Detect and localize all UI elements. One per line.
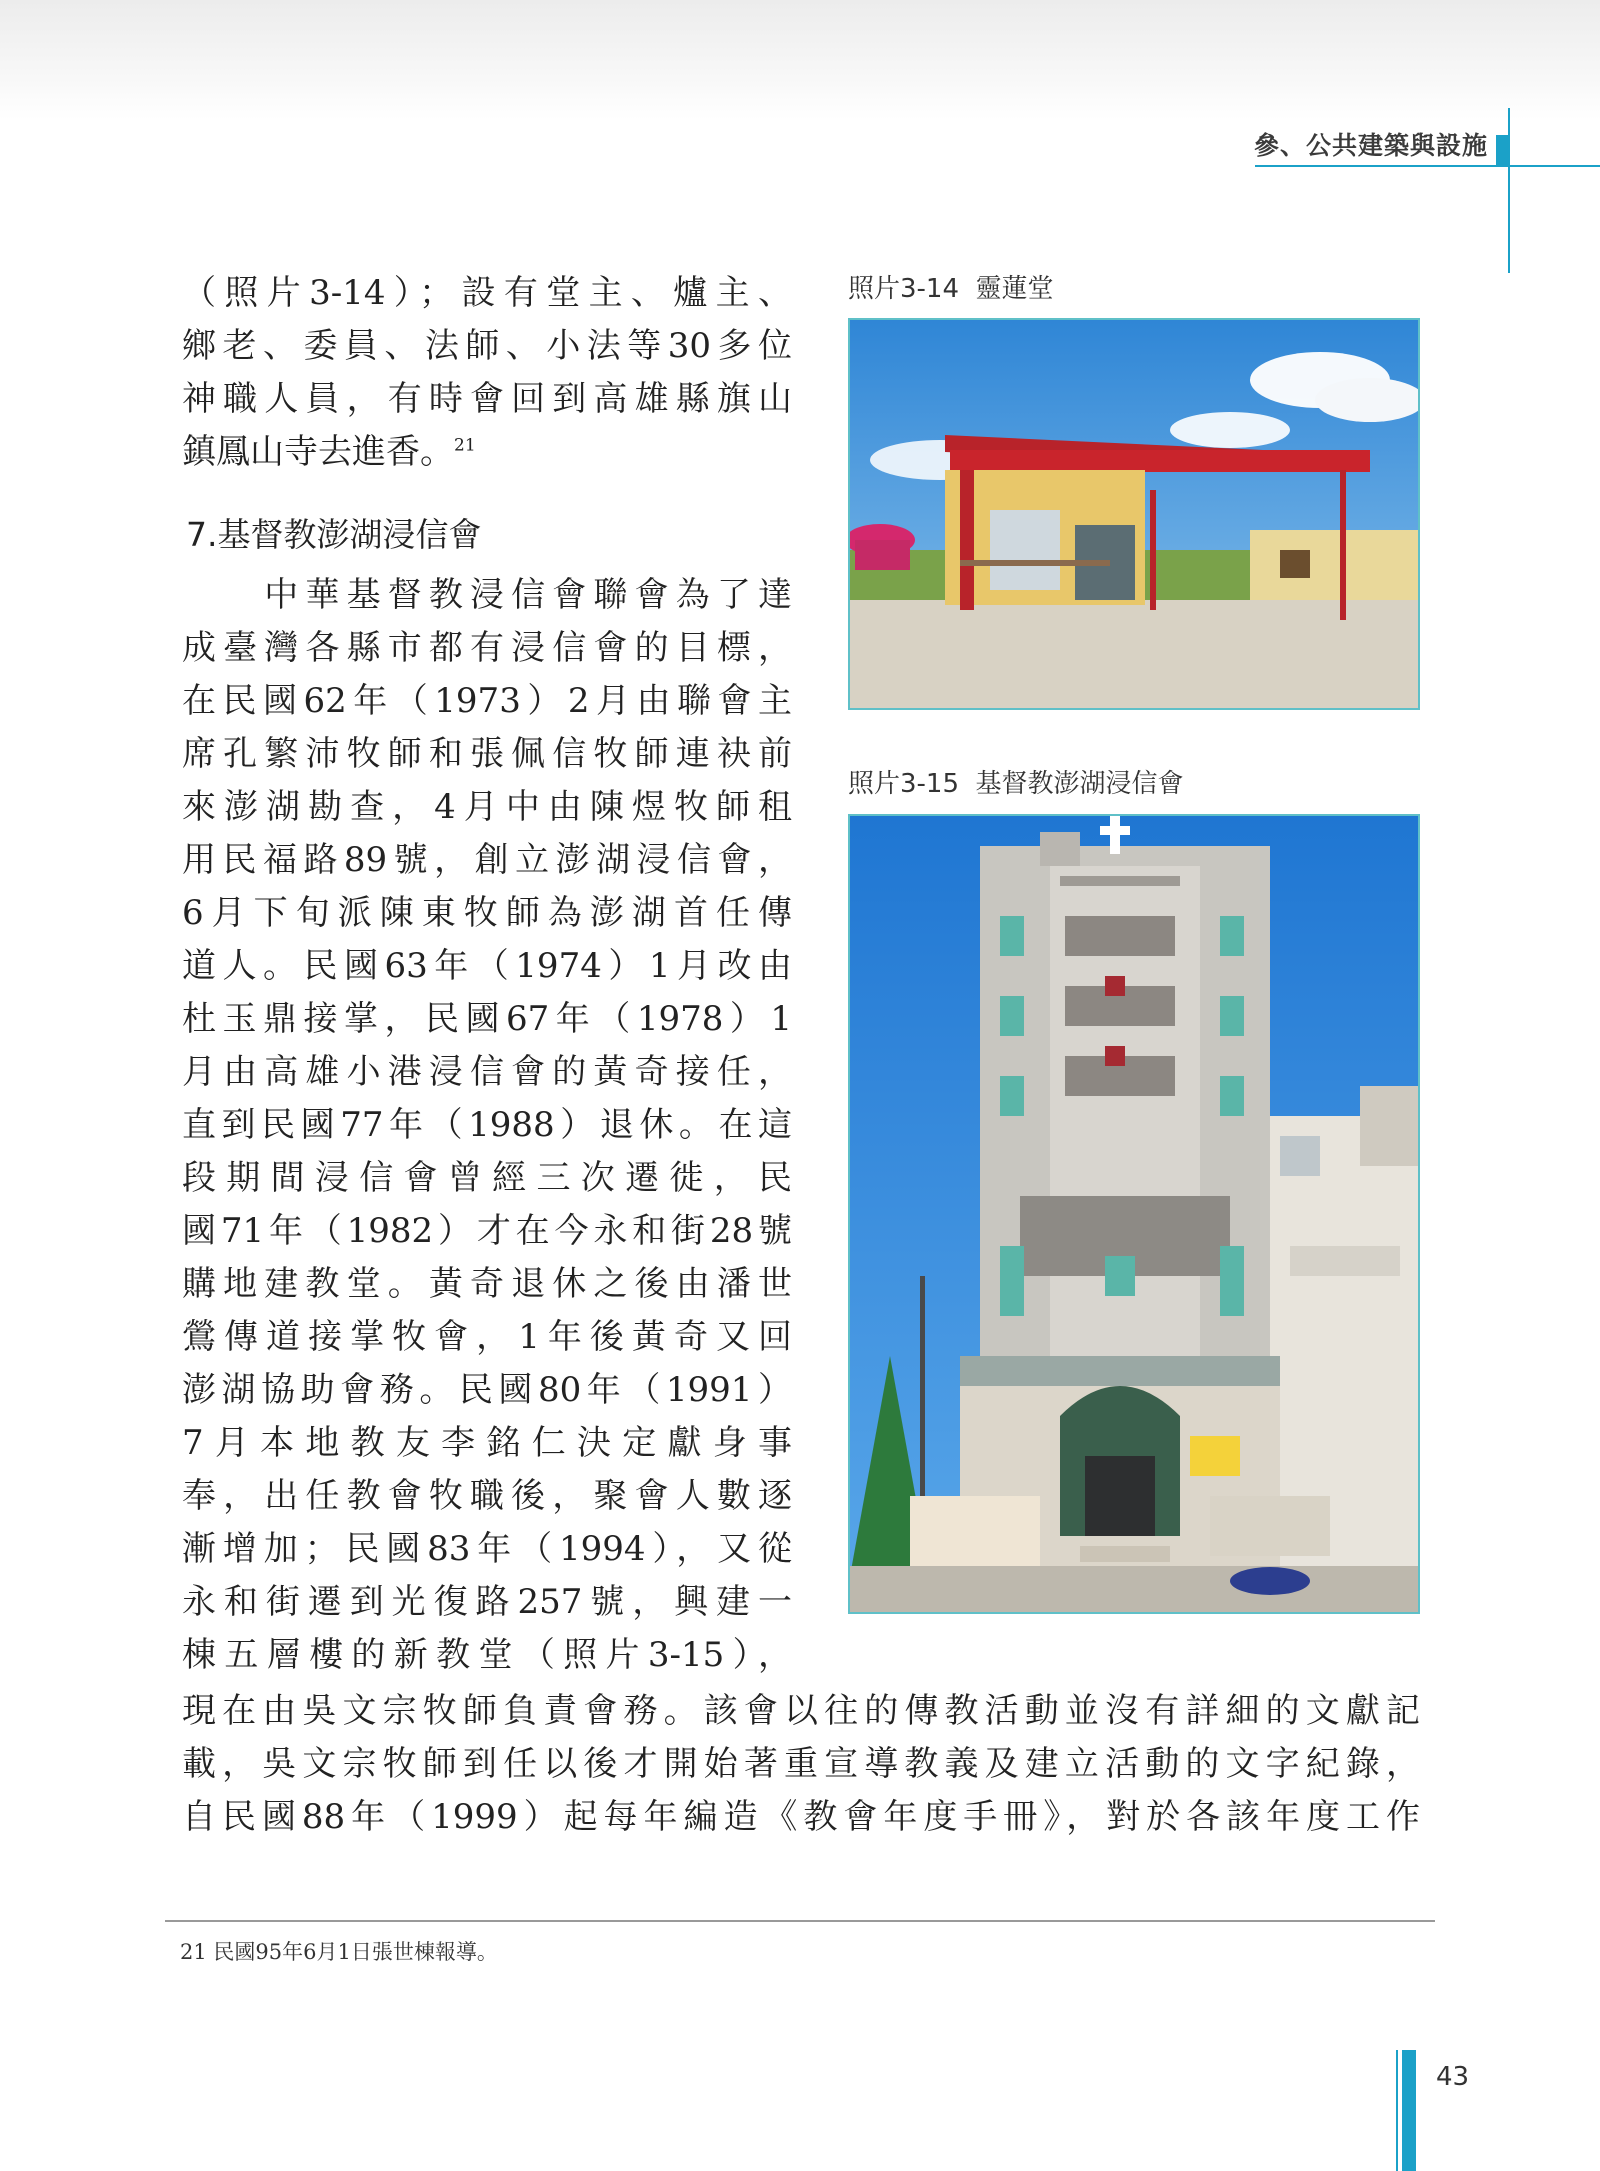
photo-3-14-caption: 照片3-14 靈蓮堂 bbox=[848, 274, 1054, 304]
text-line: 成臺灣各縣市都有浸信會的目標， bbox=[182, 628, 792, 668]
header-background bbox=[0, 0, 1600, 120]
text-line: 6月下旬派陳東牧師為澎湖首任傳 bbox=[182, 893, 792, 933]
text-line: 用民福路89號，創立澎湖浸信會， bbox=[182, 840, 792, 880]
footnote-ref: 21 bbox=[454, 435, 476, 456]
text-line: 中華基督教浸信會聯會為了達 bbox=[182, 575, 792, 615]
text-line: 來澎湖勘查，4月中由陳煜牧師租 bbox=[182, 787, 792, 827]
footnote: 21 民國95年6月1日張世棟報導。 bbox=[180, 1940, 498, 1964]
text-line: 段期間浸信會曾經三次遷徙，民 bbox=[182, 1158, 792, 1198]
section-paragraph bbox=[182, 569, 792, 1682]
chapter-rule bbox=[1255, 165, 1600, 167]
photo-3-15-caption: 照片3-15 基督教澎湖浸信會 bbox=[848, 769, 1184, 799]
chapter-title: 參、公共建築與設施 bbox=[1253, 131, 1488, 160]
text-line: 直到民國77年（1988）退休。在這 bbox=[182, 1105, 792, 1145]
text-line: 永和街遷到光復路257號，興建一 bbox=[182, 1582, 792, 1622]
text-line: 自民國88年（1999）起每年編造《教會年度手冊》，對於各該年度工作 bbox=[182, 1797, 1420, 1837]
text-line: 鎮鳳山寺去進香。 bbox=[182, 432, 454, 472]
text-line: 澎湖協助會務。民國80年（1991） bbox=[182, 1370, 792, 1410]
text-line: 鶯傳道接掌牧會，1年後黃奇又回 bbox=[182, 1317, 792, 1357]
section-heading: 7.基督教澎湖浸信會 bbox=[186, 515, 482, 554]
text-line: 神職人員，有時會回到高雄縣旗山 bbox=[182, 379, 792, 419]
text-line: 奉，出任教會牧職後，聚會人數逐 bbox=[182, 1476, 792, 1516]
text-line: 國71年（1982）才在今永和街28號 bbox=[182, 1211, 792, 1251]
photo-3-14 bbox=[848, 318, 1420, 710]
text-line: 杜玉鼎接掌，民國67年（1978）1 bbox=[182, 999, 792, 1039]
page-number: 43 bbox=[1436, 2062, 1470, 2092]
text-line: 道人。民國63年（1974）1月改由 bbox=[182, 946, 792, 986]
text-line: 鄉老、委員、法師、小法等30多位 bbox=[182, 326, 792, 366]
footnote-divider bbox=[165, 1920, 1435, 1922]
chapter-marker-block bbox=[1496, 135, 1510, 165]
continuation-paragraph bbox=[182, 1685, 1420, 1844]
text-line: 現在由吳文宗牧師負責會務。該會以往的傳教活動並沒有詳細的文獻記 bbox=[182, 1691, 1420, 1731]
text-line: 購地建教堂。黃奇退休之後由潘世 bbox=[182, 1264, 792, 1304]
page-number-rule bbox=[1396, 2050, 1398, 2171]
text-line: 棟五層樓的新教堂（照片3-15）， bbox=[182, 1635, 792, 1675]
text-line: 7月本地教友李銘仁決定獻身事 bbox=[182, 1423, 792, 1463]
intro-paragraph bbox=[182, 267, 792, 479]
church-photo-image bbox=[850, 816, 1418, 1612]
text-line: 月由高雄小港浸信會的黃奇接任， bbox=[182, 1052, 792, 1092]
page-number-bar bbox=[1402, 2050, 1416, 2171]
photo-3-15 bbox=[848, 814, 1420, 1614]
chapter-vertical-rule bbox=[1508, 108, 1510, 273]
text-line-last bbox=[182, 426, 792, 479]
text-line: 席孔繁沛牧師和張佩信牧師連袂前 bbox=[182, 734, 792, 774]
text-line: 在民國62年（1973）2月由聯會主 bbox=[182, 681, 792, 721]
text-line: （照片3-14）；設有堂主、爐主、 bbox=[182, 273, 792, 313]
temple-photo-image bbox=[850, 320, 1418, 708]
text-line: 載，吳文宗牧師到任以後才開始著重宣導教義及建立活動的文字紀錄， bbox=[182, 1744, 1420, 1784]
text-line: 漸增加；民國83年（1994），又從 bbox=[182, 1529, 792, 1569]
